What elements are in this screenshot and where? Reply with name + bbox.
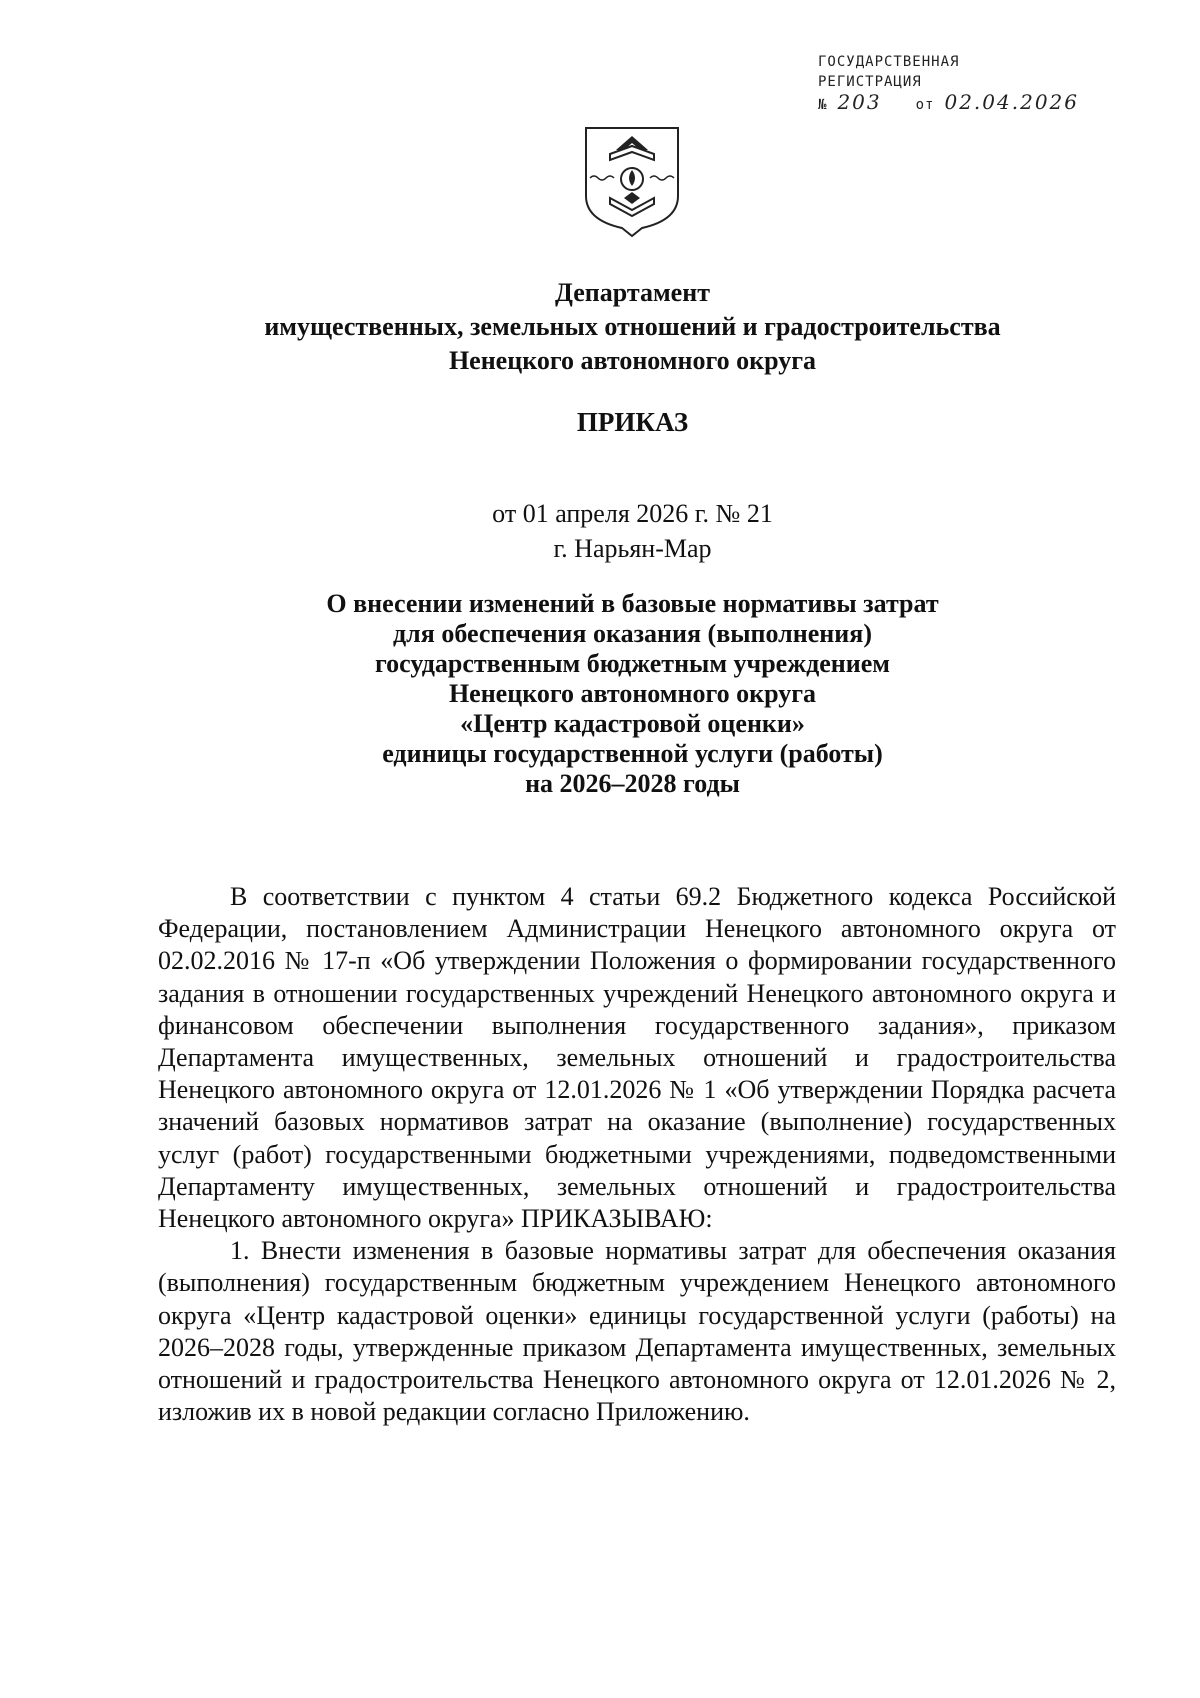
department-header: [150, 276, 1115, 378]
department-line-3: Ненецкого автономного округа: [448, 346, 817, 375]
place-line: г. Нарьян-Мар: [553, 534, 712, 563]
stamp-number-label: №: [818, 97, 828, 113]
coat-of-arms-icon: [582, 124, 682, 238]
date-block: [150, 496, 1115, 566]
document-type: ПРИКАЗ: [576, 407, 689, 437]
stamp-number-value: 203: [837, 90, 882, 114]
document-body: [158, 881, 1116, 1428]
stamp-line-2: РЕГИСТРАЦИЯ: [818, 74, 922, 90]
subject-line: «Центр кадастровой оценки»: [460, 709, 805, 738]
subject-line: государственным бюджетным учреждением: [375, 649, 890, 678]
subject-line: О внесении изменений в базовые нормативы затрат: [326, 589, 939, 618]
stamp-date-value: 02.04.2026: [944, 90, 1079, 114]
document-subject: [150, 589, 1115, 799]
subject-line: Ненецкого автономного округа: [448, 679, 817, 708]
date-line: от 01 апреля 2026 г. № 21: [492, 499, 773, 528]
body-paragraph-preamble: В соответствии с пунктом 4 статьи 69.2 Бюджетного кодекса Российской Федерации, постановлением Администрации Ненецкого автономного округа от 02.02.2016 № 17-п «Об утверждении Положения о формировании государственного задания в отношении государственных учреждений Ненецкого автономного округа и финансовом обеспечении выполнения государственного задания», приказом Департамента имущественных, земельных отношений и градостроительства Ненецкого автономного округа от 12.01.2026 № 1 «Об утверждении Порядка расчета значений базовых нормативов затрат на оказание (выполнение) государственных услуг (работ) государственными бюджетными учреждениями, подведомственными Департаменту имущественных, земельных отношений и градостроительства Ненецкого автономного округа» ПРИКАЗЫВАЮ:: [158, 882, 1116, 1234]
subject-line: для обеспечения оказания (выполнения): [393, 619, 872, 648]
stamp-date-label: от: [915, 97, 935, 113]
body-paragraph-item-1: 1. Внести изменения в базовые нормативы затрат для обеспечения оказания (выполнения) государственным бюджетным учреждением Ненецкого автономного округа «Центр кадастровой оценки» единицы государственной услуги (работы) на 2026–2028 годы, утвержденные приказом Департамента имущественных, земельных отношений и градостроительства Ненецкого автономного округа от 12.01.2026 № 2, изложив их в новой редакции согласно Приложению.: [158, 1236, 1116, 1427]
stamp-line-3: [818, 92, 1118, 115]
department-line-1: Департамент: [555, 278, 710, 307]
registration-stamp: [818, 52, 1118, 115]
stamp-line-1: ГОСУДАРСТВЕННАЯ: [818, 54, 960, 70]
subject-line: на 2026–2028 годы: [525, 769, 740, 798]
department-line-2: имущественных, земельных отношений и градостроительства: [264, 312, 1001, 341]
subject-line: единицы государственной услуги (работы): [382, 739, 883, 768]
